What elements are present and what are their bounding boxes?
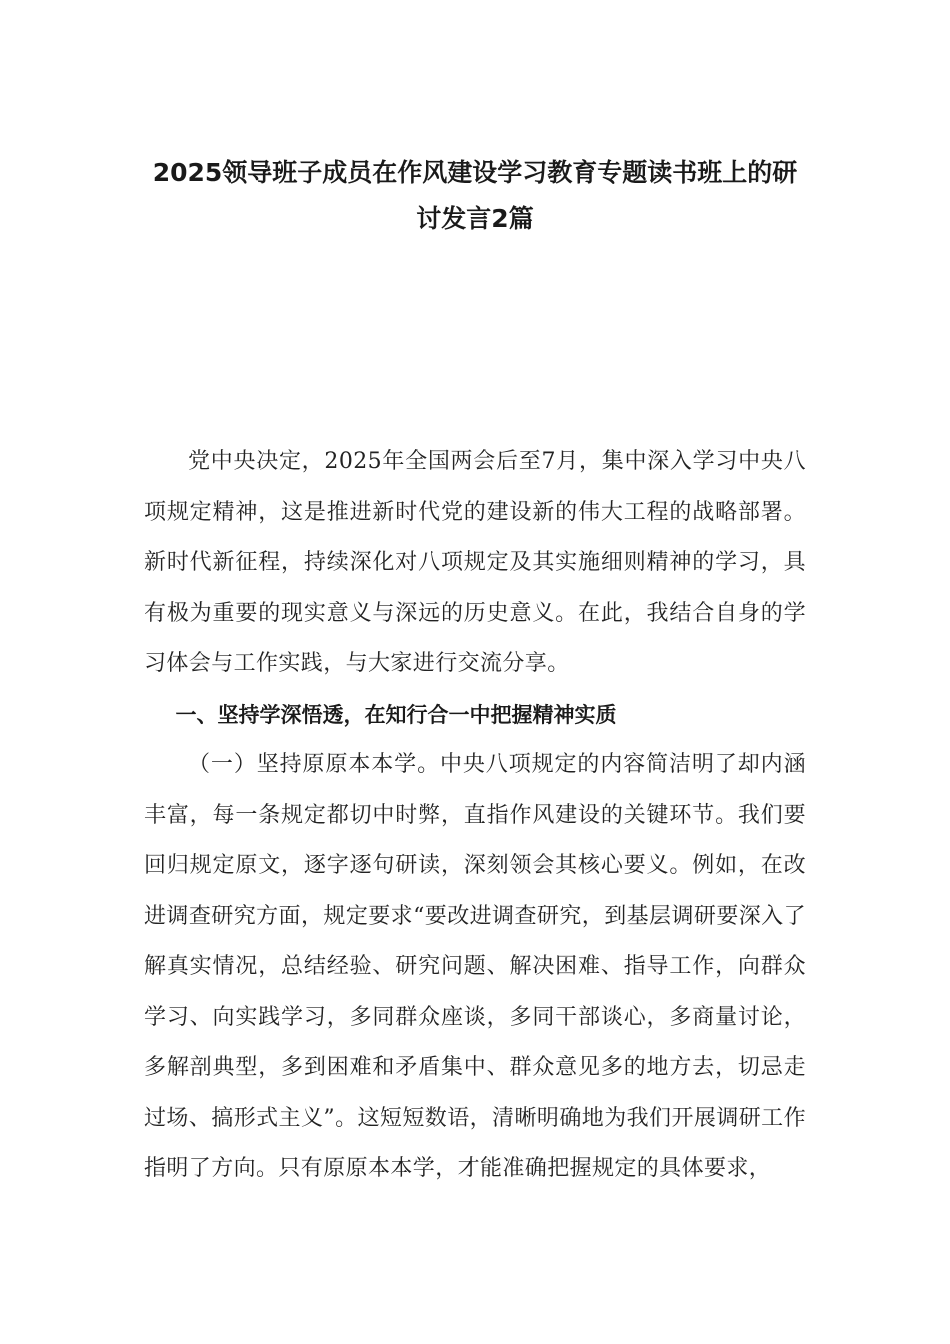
section-heading-1: 一、坚持学深悟透，在知行合一中把握精神实质 — [175, 702, 617, 727]
section-1-paragraph: （一）坚持原原本本学。中央八项规定的内容简洁明了却内涵丰富，每一条规定都切中时弊，直指作风建设的关键环节。我们要回归规定原文，逐字逐句研读，深刻领会其核心要义。例如，在改进调查研究方面，规定要求“要改进调查研究，到基层调研要深入了解真实情况，总结经验、研究问题、解决困难、指导工作，向群众学习、向实践学习，多同群众座谈，多同干部谈心，多商量讨论，多解剖典型，多到困难和矛盾集中、群众意见多的地方去，切忌走过场、搞形式主义”。这短短数语，清晰明确地为我们开展调研工作指明了方向。只有原原本本学，才能准确把握规定的具体要求， — [144, 752, 806, 1181]
document-title — [140, 150, 810, 242]
document-body — [144, 437, 806, 1195]
title-line-1: 2025领导班子成员在作风建设学习教育专题读书班上的研 — [152, 158, 798, 187]
title-line-2: 讨发言2篇 — [416, 204, 534, 233]
intro-paragraph: 党中央决定，2025年全国两会后至7月，集中深入学习中央八项规定精神，这是推进新时代党的建设新的伟大工程的战略部署。新时代新征程，持续深化对八项规定及其实施细则精神的学习，具有极为重要的现实意义与深远的历史意义。在此，我结合自身的学习体会与工作实践，与大家进行交流分享。 — [144, 449, 806, 676]
